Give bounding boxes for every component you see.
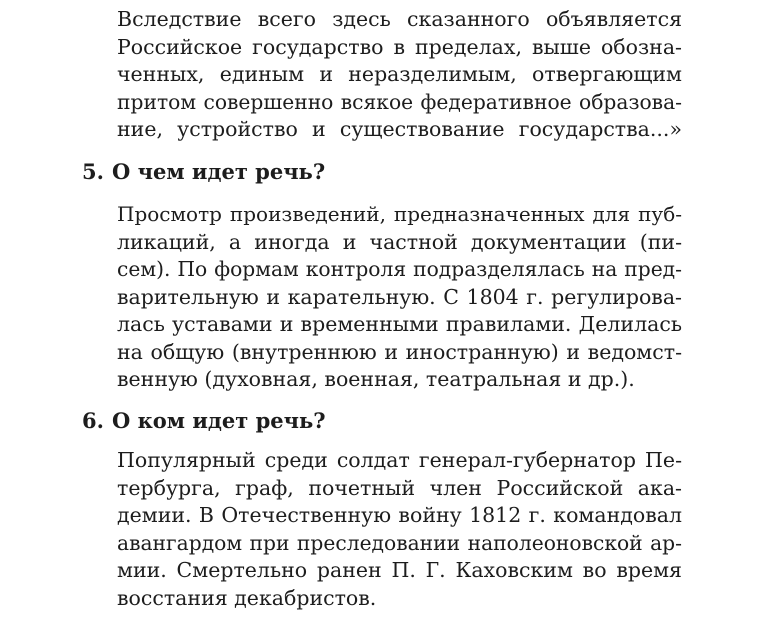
question-number: 6. [82,408,104,433]
question-5-heading [82,158,325,186]
text-line: сем). По формам контроля подразделялась на пред- [117,257,682,281]
text-line: на общую (внутреннюю и иностранную) и ведомст- [117,339,682,364]
question-title: О ком идет речь? [112,408,326,433]
text-line: авангардом при преследовании наполеоновской ар- [117,530,682,555]
text-line: восстания декабристов. [117,585,377,610]
text-line: ние, устройство и существование государства...» [117,117,682,141]
text-line: демии. В Отечественную войну 1812 г. командовал [117,503,682,527]
intro-quote-paragraph [117,6,682,144]
question-number: 5. [82,159,104,184]
text-line: тербурга, граф, почетный член Российской ака- [117,475,682,500]
question-5-paragraph [117,201,682,394]
text-line: Популярный среди солдат генерал-губернатор Пе- [117,448,682,472]
question-6-paragraph [117,447,682,612]
text-line: ликаций, а иногда и частной документации (пи- [117,229,682,254]
text-line: притом совершенно всякое федеративное образова- [117,89,682,114]
text-line: Просмотр произведений, предназначенных для пуб- [117,202,682,226]
text-line: венную (духовная, военная, театральная и др.). [117,367,635,391]
text-line: варительную и карательную. С 1804 г. регулирова- [117,284,682,309]
text-line: Российское государство в пределах, выше обозна- [117,34,682,59]
text-line: мии. Смертельно ранен П. Г. Каховским во время [117,558,682,582]
question-6-heading [82,407,326,435]
question-title: О чем идет речь? [112,159,326,184]
text-line: Вследствие всего здесь сказанного объявляется [117,7,682,31]
text-line: ченных, единым и неразделимым, отвергающим [117,62,682,86]
text-line: лась уставами и временными правилами. Делилась [117,312,682,336]
